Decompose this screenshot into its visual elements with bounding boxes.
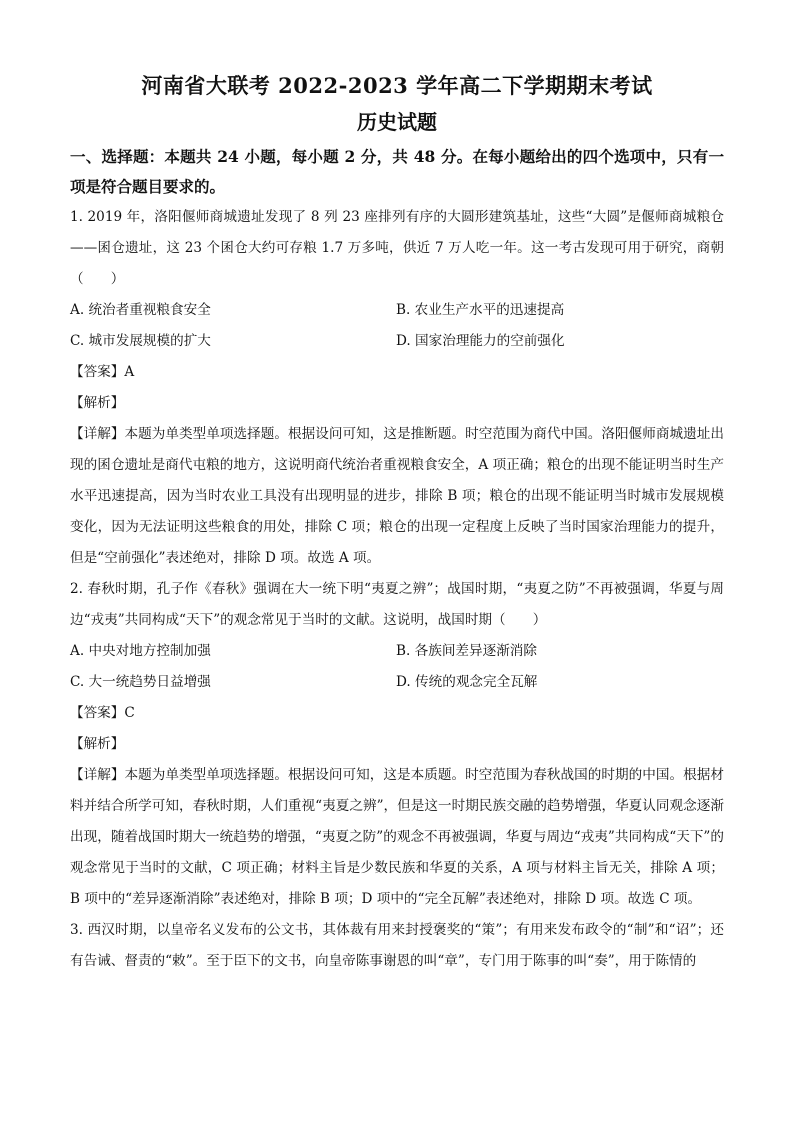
answer-label: 【答案】C (70, 705, 135, 721)
option-a: A. 中央对地方控制加强 (70, 643, 211, 659)
options-list (70, 295, 724, 357)
option-b: B. 各族间差异逐渐消除 (396, 643, 537, 659)
option-d: D. 国家治理能力的空前强化 (396, 333, 565, 349)
option-a: A. 统治者重视粮食安全 (70, 302, 211, 318)
section-heading: 一、选择题：本题共 24 小题，每小题 2 分，共 48 分。在每小题给出的四个选项中，只有一项是符合题目要求的。 (70, 147, 724, 196)
option-b: B. 农业生产水平的迅速提高 (396, 302, 565, 318)
analysis-label: 【解析】 (70, 736, 125, 752)
exam-subtitle: 历史试题 (357, 110, 437, 134)
detail-text: 【详解】本题为单类型单项选择题。根据设问可知，这是推断题。时空范围为商代中国。洛阳偃师商城遗址出现的囷仓遗址是商代屯粮的地方，这说明商代统治者重视粮食安全，A 项正确；粮仓的出现不能证明当时生产水平迅速提高，因为当时农业工具没有出现明显的进步，排除 B 项；粮仓的出现不能证明当时城市发展规模变化，因为无法证明这些粮食的用处，排除 C 项；粮仓的出现一定程度上反映了当时国家治理能力的提升，但是“空前强化”表述绝对，排除 D 项。故选 A 项。 (70, 426, 724, 566)
question-stem: 3. 西汉时期，以皇帝名义发布的公文书，其体裁有用来封授褒奖的“策”；有用来发布政令的“制”和“诏”；还有告诫、督责的“敕”。至于臣下的文书，向皇帝陈事谢恩的叫“章”，专门用于陈事的叫“奏”，用于陈情的 (70, 922, 724, 969)
question-2 (70, 574, 724, 915)
analysis-label: 【解析】 (70, 395, 125, 411)
option-c: C. 城市发展规模的扩大 (70, 333, 211, 349)
exam-title: 河南省大联考 2022-2023 学年高二下学期期末考试 (141, 73, 653, 98)
answer-label: 【答案】A (70, 364, 135, 380)
detail-text: 【详解】本题为单类型单项选择题。根据设问可知，这是本质题。时空范围为春秋战国的时期的中国。根据材料并结合所学可知，春秋时期，人们重视“夷夏之辨”，但是这一时期民族交融的趋势增强，华夏认同观念逐渐出现，随着战国时期大一统趋势的增强，“夷夏之防”的观念不再被强调，华夏与周边“戎夷”共同构成“天下”的观念常见于当时的文献，C 项正确；材料主旨是少数民族和华夏的关系，A 项与材料主旨无关，排除 A 项；B 项中的“差异逐渐消除”表述绝对，排除 B 项；D 项中的“完全瓦解”表述绝对，排除 D 项。故选 C 项。 (70, 767, 724, 907)
question-stem: 2. 春秋时期，孔子作《春秋》强调在大一统下明“夷夏之辨”；战国时期，“夷夏之防”不再被强调，华夏与周边“戎夷”共同构成“天下”的观念常见于当时的文献。这说明，战国时期（ ） (70, 581, 724, 628)
option-c: C. 大一统趋势日益增强 (70, 674, 211, 690)
question-1 (70, 202, 724, 574)
question-3 (70, 915, 724, 977)
options-list (70, 636, 724, 698)
exam-page (70, 72, 724, 977)
question-stem: 1. 2019 年，洛阳偃师商城遗址发现了 8 列 23 座排列有序的大圆形建筑基址，这些“大圆”是偃师商城粮仓——囷仓遗址，这 23 个囷仓大约可存粮 1.7 万多吨，供近 7 万人吃一年。这一考古发现可用于研究，商朝（ ） (70, 209, 724, 287)
option-d: D. 传统的观念完全瓦解 (396, 674, 538, 690)
